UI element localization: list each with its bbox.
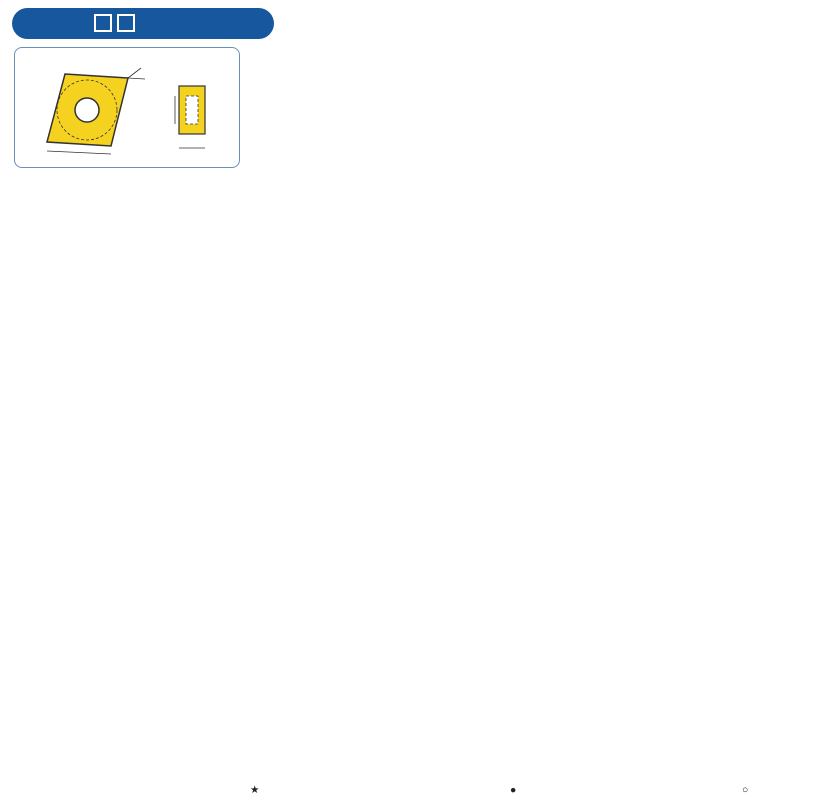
legend-bad: [699, 27, 703, 39]
legend-good: [400, 27, 404, 39]
insert-geometry-drawing: [15, 48, 241, 169]
footer-star: ★: [250, 784, 260, 796]
title-box: [117, 14, 135, 32]
legend-normal: [545, 27, 549, 39]
title-pill: [12, 8, 274, 39]
title-box: [94, 14, 112, 32]
material-condition-grid: [386, 47, 828, 167]
footer-circle: ○: [742, 784, 749, 796]
footer-dot: ●: [510, 784, 517, 796]
workpiece-material-label: [240, 47, 258, 167]
insert-diagram: [14, 47, 240, 168]
